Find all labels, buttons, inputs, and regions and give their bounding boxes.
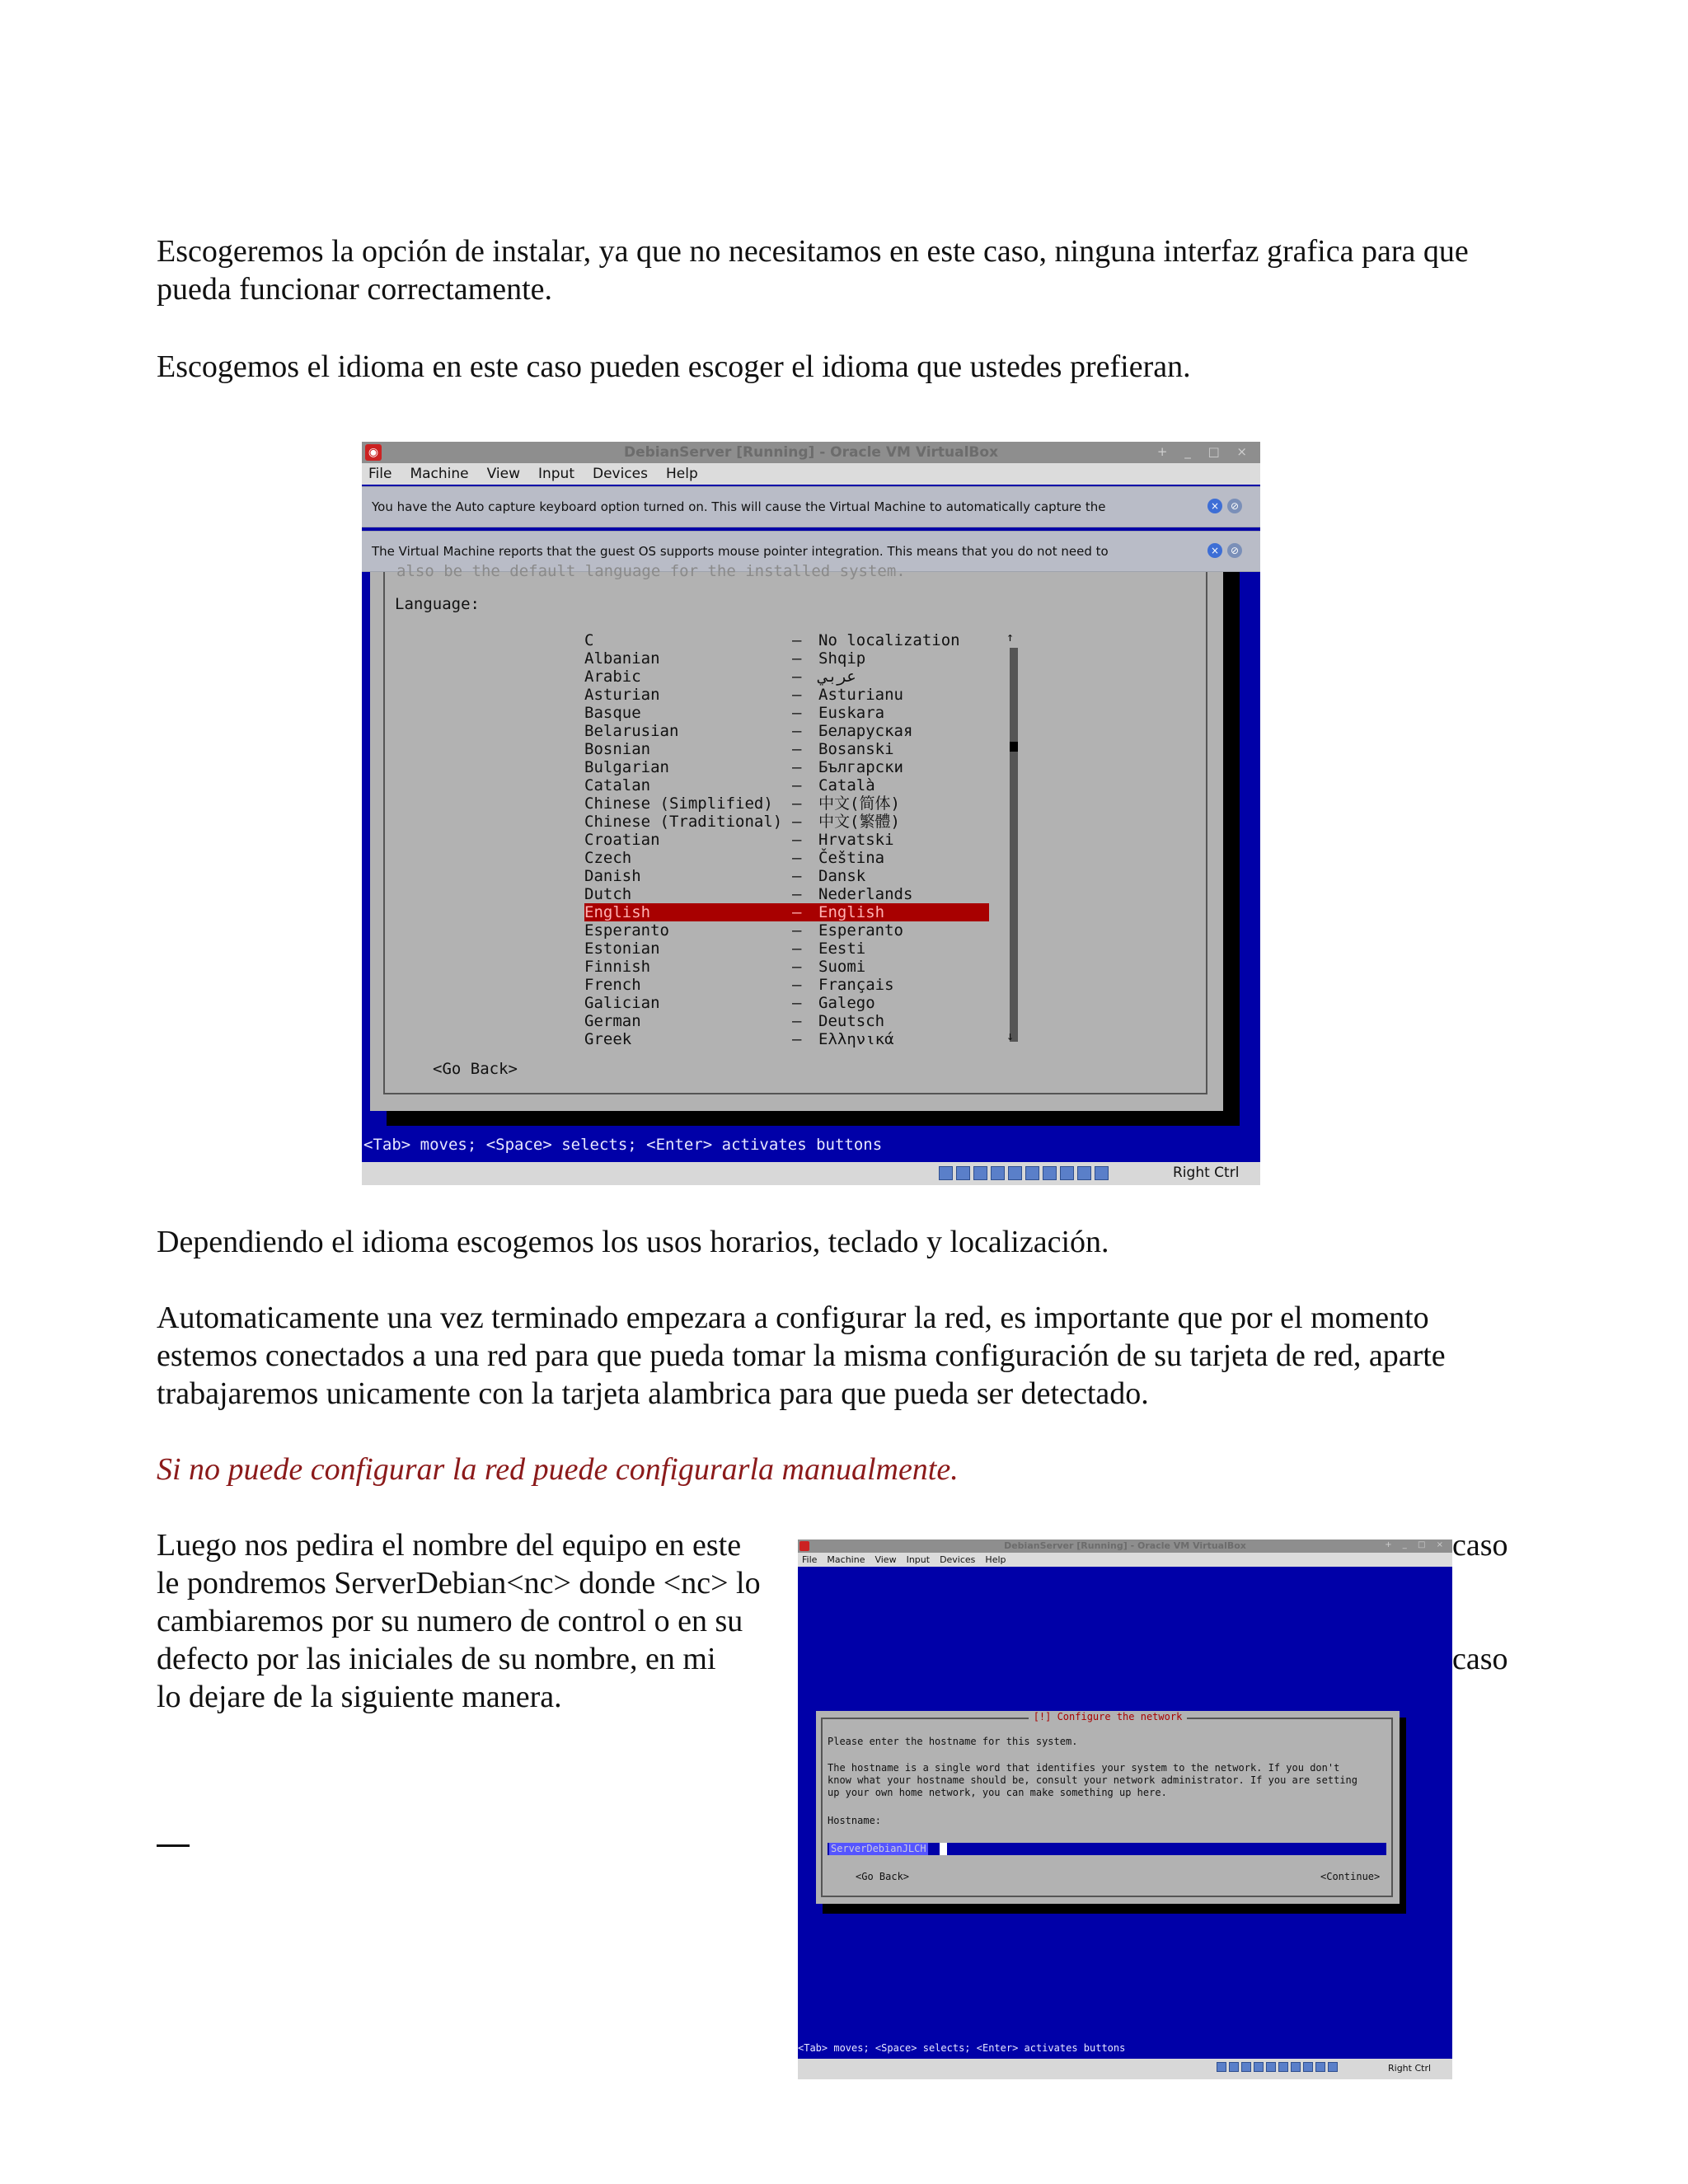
cpu-icon[interactable] [1060, 1166, 1074, 1180]
menu-file[interactable]: File [368, 466, 392, 482]
go-back-button[interactable]: <Go Back> [433, 1060, 518, 1078]
language-native-name: Dansk [818, 867, 866, 885]
language-option[interactable] [362, 994, 1260, 1012]
language-name: Catalan [584, 776, 651, 794]
notification-mouse-integration: The Virtual Machine reports that the guest OS supports mouse pointer integration. This means that you do not need to × ⊘ [362, 531, 1260, 572]
hostname-explain-line: know what your hostname should be, consult your network administrator. If you are setting [828, 1774, 1357, 1786]
menu-devices[interactable]: Devices [593, 466, 648, 482]
language-option[interactable] [362, 831, 1260, 849]
shared-folder-icon[interactable] [1254, 2062, 1264, 2072]
language-name: Estonian [584, 940, 660, 958]
language-native-name: Ελληνικά [818, 1030, 894, 1048]
language-option[interactable] [362, 794, 1260, 813]
dialog-description: also be the default language for the installed system. [396, 562, 906, 580]
network-icon[interactable] [1278, 2062, 1288, 2072]
menu-input[interactable]: Input [537, 466, 574, 482]
notification-auto-capture: You have the Auto capture keyboard option turned on. This will cause the Virtual Machine to automatically capture the × ⊘ [362, 486, 1260, 527]
device-icons [939, 1166, 1109, 1180]
language-separator: – [792, 813, 802, 831]
language-native-name: Bosanski [818, 740, 894, 758]
menu-devices[interactable]: Devices [940, 1554, 976, 1565]
network-icon[interactable] [1025, 1166, 1039, 1180]
language-name: Bulgarian [584, 758, 669, 776]
window-titlebar [798, 1540, 1452, 1553]
language-native-name: Galego [818, 994, 875, 1012]
language-name: Basque [584, 704, 641, 722]
scrollbar-thumb[interactable] [1010, 742, 1018, 752]
language-name: Asturian [584, 686, 660, 704]
language-option[interactable] [362, 885, 1260, 903]
language-name: German [584, 1012, 641, 1030]
language-separator: – [792, 1030, 802, 1048]
note-manual-network: Si no puede configurar la red puede configurarla manualmente. [157, 1452, 959, 1487]
language-option[interactable] [362, 813, 1260, 831]
scrollbar[interactable] [1010, 648, 1018, 1042]
info-icon[interactable]: × [1207, 499, 1222, 513]
hostname-value[interactable]: ServerDebianJLCH [831, 1843, 926, 1854]
continue-button[interactable]: <Continue> [1320, 1871, 1381, 1882]
status-bar [362, 1162, 1260, 1185]
language-option[interactable] [362, 668, 1260, 686]
language-option[interactable] [362, 740, 1260, 758]
video-capture-icon[interactable] [1043, 1166, 1057, 1180]
paragraph-network-config: Automaticamente una vez terminado empezara a configurar la red, es importante que por el momento estemos conectados a una red para que pueda tomar la misma configuración de su tarjeta de red, aparte trabajaremos unicamente con la tarjeta alambrica para que pueda ser detectado. [157, 1301, 1446, 1411]
language-separator: – [792, 668, 802, 686]
language-option[interactable] [362, 940, 1260, 958]
language-separator: – [792, 740, 802, 758]
display-icon[interactable] [1266, 2062, 1276, 2072]
menu-machine[interactable]: Machine [827, 1554, 865, 1565]
language-native-name: English [818, 903, 885, 921]
language-native-name: Čeština [818, 849, 885, 867]
screenshot-hostname-config [798, 1540, 1452, 2079]
paragraph-choose-language: Escogemos el idioma en este caso pueden escoger el idioma que ustedes prefieran. [157, 349, 1191, 384]
language-separator: – [792, 885, 802, 903]
menu-help[interactable]: Help [985, 1554, 1006, 1565]
menu-file[interactable]: File [802, 1554, 818, 1565]
hard-disk-icon[interactable] [1217, 2062, 1226, 2072]
language-native-name: Català [818, 776, 875, 794]
menu-input[interactable]: Input [906, 1554, 931, 1565]
language-option[interactable] [362, 921, 1260, 940]
language-separator: – [792, 903, 802, 921]
language-separator: – [792, 921, 802, 940]
language-separator: – [792, 958, 802, 976]
mute-notification-icon[interactable]: ⊘ [1227, 543, 1242, 558]
language-separator: – [792, 994, 802, 1012]
language-name: Belarusian [584, 722, 679, 740]
language-option[interactable] [362, 686, 1260, 704]
dialog-shadow-side [1400, 1718, 1406, 1909]
usb-icon[interactable] [1241, 2062, 1251, 2072]
paragraph-timezone: Dependiendo el idioma escogemos los usos horarios, teclado y localización. [157, 1225, 1109, 1259]
language-option[interactable] [362, 903, 1260, 921]
language-name: Finnish [584, 958, 651, 976]
window-controls-icon[interactable]: + _ □ × [1156, 444, 1254, 459]
hard-disk-icon[interactable] [939, 1166, 953, 1180]
language-native-name: 中文(繁體) [818, 813, 900, 831]
language-separator: – [792, 831, 802, 849]
language-separator: – [792, 758, 802, 776]
mouse-integration-icon[interactable] [1077, 1166, 1091, 1180]
device-icons [1217, 2062, 1338, 2072]
language-separator: – [792, 976, 802, 994]
language-name: Galician [584, 994, 660, 1012]
language-option[interactable] [362, 849, 1260, 867]
language-native-name: Shqip [818, 649, 866, 668]
language-native-name: Hrvatski [818, 831, 894, 849]
status-bar [798, 2059, 1452, 2079]
shared-folder-icon[interactable] [991, 1166, 1005, 1180]
info-icon[interactable]: × [1207, 543, 1222, 558]
keyboard-capture-icon[interactable] [1328, 2062, 1338, 2072]
language-native-name: عربي [818, 668, 856, 686]
language-native-name: Eesti [818, 940, 866, 958]
language-name: C [584, 631, 594, 649]
language-option[interactable] [362, 704, 1260, 722]
optical-drive-icon[interactable] [956, 1166, 970, 1180]
host-key-label: Right Ctrl [1173, 1165, 1240, 1181]
language-separator: – [792, 722, 802, 740]
language-separator: – [792, 794, 802, 813]
language-native-name: Deutsch [818, 1012, 885, 1030]
language-option[interactable] [362, 958, 1260, 976]
menu-bar [362, 463, 1260, 485]
language-option[interactable] [362, 776, 1260, 794]
language-option[interactable] [362, 758, 1260, 776]
language-name: Chinese (Simplified) [584, 794, 773, 813]
language-name: Czech [584, 849, 632, 867]
keyboard-hint: <Tab> moves; <Space> selects; <Enter> activates buttons [363, 1136, 883, 1154]
mute-notification-icon[interactable]: ⊘ [1227, 499, 1242, 513]
menu-bar [798, 1553, 1452, 1567]
separator-dash [157, 1844, 190, 1847]
scroll-up-icon[interactable]: ↑ [1006, 630, 1015, 644]
language-option[interactable] [362, 722, 1260, 740]
hostname-explain-line: up your own home network, you can make something up here. [828, 1787, 1167, 1798]
language-native-name: No localization [818, 631, 960, 649]
dialog-shadow [387, 1111, 1240, 1126]
dialog-title: [!] Configure the network [816, 1711, 1400, 1722]
language-separator: – [792, 849, 802, 867]
language-separator: – [792, 631, 802, 649]
video-capture-icon[interactable] [1291, 2062, 1301, 2072]
language-separator: – [792, 776, 802, 794]
language-native-name: Беларуская [818, 722, 913, 740]
language-name: Bosnian [584, 740, 651, 758]
language-name: Dutch [584, 885, 632, 903]
language-separator: – [792, 649, 802, 668]
window-controls-icon[interactable]: + _ □ × [1385, 1540, 1447, 1549]
language-name: Albanian [584, 649, 660, 668]
language-option[interactable] [362, 1030, 1260, 1048]
language-separator: – [792, 686, 802, 704]
language-option[interactable] [362, 649, 1260, 668]
optical-drive-icon[interactable] [1229, 2062, 1239, 2072]
language-separator: – [792, 940, 802, 958]
language-option[interactable] [362, 867, 1260, 885]
language-separator: – [792, 704, 802, 722]
paragraph-install-option: Escogeremos la opción de instalar, ya que no necesitamos en este caso, ninguna interfaz grafica para que pueda funcionar correctamente. [157, 234, 1469, 307]
virtualbox-app-icon: ◉ [365, 444, 382, 461]
language-name: English [584, 903, 651, 921]
language-name: Croatian [584, 831, 660, 849]
language-name: Chinese (Traditional) [584, 813, 783, 831]
dialog-shadow [823, 1904, 1406, 1914]
language-native-name: Asturianu [818, 686, 903, 704]
window-titlebar [362, 442, 1260, 463]
display-icon[interactable] [1008, 1166, 1022, 1180]
language-separator: – [792, 1012, 802, 1030]
language-option[interactable] [362, 631, 1260, 649]
language-native-name: Euskara [818, 704, 885, 722]
language-name: French [584, 976, 641, 994]
language-separator: – [792, 867, 802, 885]
menu-help[interactable]: Help [666, 466, 698, 482]
hostname-prompt: Please enter the hostname for this system. [828, 1736, 1078, 1747]
screenshot-language-selection [362, 442, 1260, 1185]
language-native-name: Esperanto [818, 921, 903, 940]
text-cursor [940, 1843, 947, 1855]
hostname-explain-line: The hostname is a single word that identifies your system to the network. If you don't [828, 1762, 1340, 1774]
language-native-name: 中文(简体) [818, 794, 900, 813]
keyboard-capture-icon[interactable] [1095, 1166, 1109, 1180]
language-name: Esperanto [584, 921, 669, 940]
language-option[interactable] [362, 976, 1260, 994]
menu-view[interactable]: View [874, 1554, 897, 1565]
language-native-name: Nederlands [818, 885, 913, 903]
window-title: DebianServer [Running] - Oracle VM VirtualBox [623, 444, 999, 461]
go-back-button[interactable]: <Go Back> [856, 1871, 910, 1882]
cpu-icon[interactable] [1303, 2062, 1313, 2072]
language-label: Language: [395, 595, 480, 613]
window-title: DebianServer [Running] - Oracle VM VirtualBox [1004, 1540, 1246, 1551]
menu-view[interactable]: View [486, 466, 520, 482]
language-name: Arabic [584, 668, 641, 686]
scroll-down-icon[interactable]: ↓ [1006, 1029, 1015, 1043]
host-key-label: Right Ctrl [1388, 2063, 1432, 2074]
language-name: Greek [584, 1030, 632, 1048]
usb-icon[interactable] [973, 1166, 987, 1180]
hostname-label: Hostname: [828, 1815, 882, 1826]
mouse-integration-icon[interactable] [1315, 2062, 1325, 2072]
language-native-name: Български [818, 758, 903, 776]
menu-machine[interactable]: Machine [410, 466, 469, 482]
language-native-name: Suomi [818, 958, 866, 976]
keyboard-hint: <Tab> moves; <Space> selects; <Enter> activates buttons [798, 2042, 1126, 2054]
language-native-name: Français [818, 976, 894, 994]
language-name: Danish [584, 867, 641, 885]
language-option[interactable] [362, 1012, 1260, 1030]
